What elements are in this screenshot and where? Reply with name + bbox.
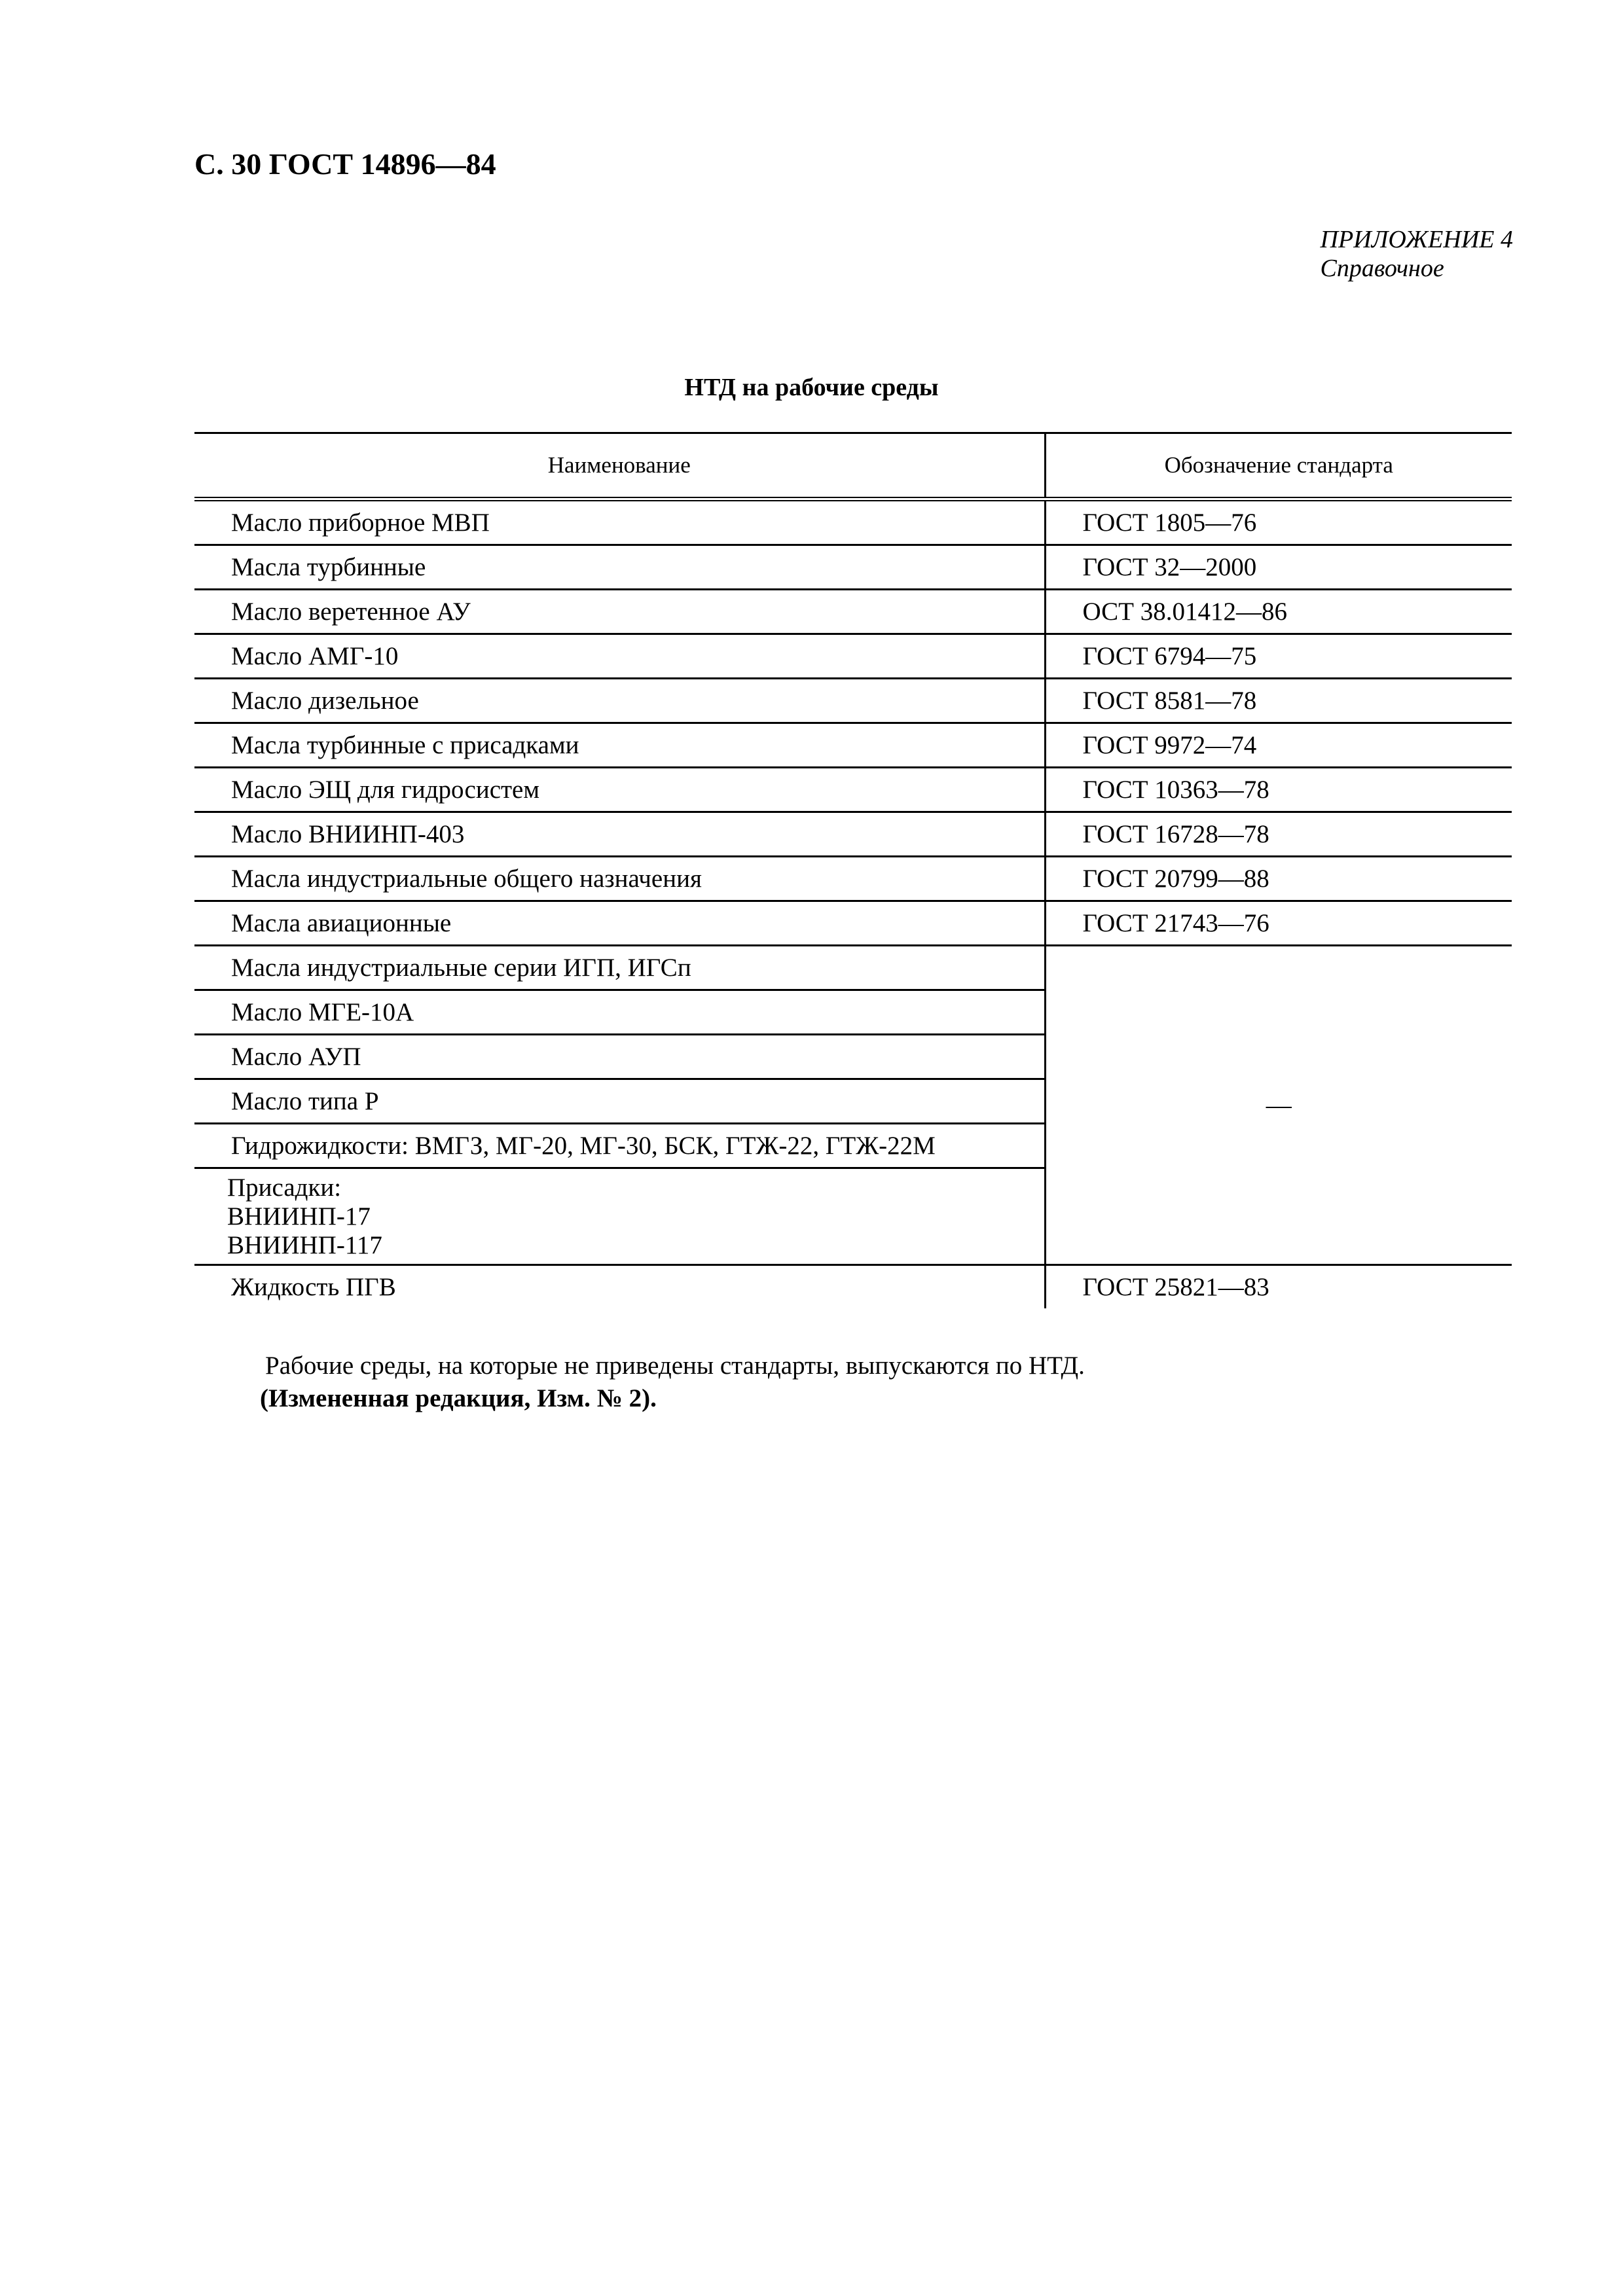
table-row <box>194 901 1512 946</box>
appendix-type: Справочное <box>1320 255 1444 282</box>
footnote-text: Рабочие среды, на которые не приведены стандарты, выпускаются по НТД. <box>265 1352 1085 1380</box>
table-row <box>194 1265 1512 1309</box>
row-standard: ГОСТ 8581—78 <box>1045 679 1512 723</box>
row-standard: ГОСТ 6794—75 <box>1045 634 1512 679</box>
row-standard: ГОСТ 25821—83 <box>1082 1273 1269 1301</box>
ntd-table <box>194 432 1512 1308</box>
table-row <box>194 723 1512 768</box>
row-name: Масло АМГ-10 <box>194 634 1045 679</box>
row-standard: ГОСТ 10363—78 <box>1045 768 1512 812</box>
table-row <box>194 545 1512 590</box>
footnote <box>260 1350 1085 1415</box>
table-row <box>194 812 1512 857</box>
additives-label: Присадки: <box>227 1173 342 1202</box>
row-standard: ГОСТ 21743—76 <box>1045 901 1512 946</box>
table-row <box>194 679 1512 723</box>
table-row <box>194 590 1512 634</box>
merged-standard-cell: — <box>1045 946 1512 1265</box>
table-header-row <box>194 433 1512 499</box>
row-standard: ГОСТ 9972—74 <box>1045 723 1512 768</box>
row-name: Жидкость ПГВ <box>194 1265 1045 1309</box>
row-name: Масло приборное МВП <box>194 499 1045 545</box>
row-name: Масла индустриальные серии ИГП, ИГСп <box>194 946 1045 990</box>
additives-cell <box>194 1168 1045 1265</box>
table-row <box>194 634 1512 679</box>
amendment-note: (Измененная редакция, Изм. № 2). <box>260 1384 657 1412</box>
row-standard: ГОСТ 20799—88 <box>1045 857 1512 901</box>
table-row <box>194 768 1512 812</box>
row-standard: ОСТ 38.01412—86 <box>1045 590 1512 634</box>
row-name: Масло МГЕ-10А <box>194 990 1045 1035</box>
table-row <box>194 857 1512 901</box>
row-name: Масла авиационные <box>194 901 1045 946</box>
page-header: С. 30 ГОСТ 14896—84 <box>194 147 496 181</box>
row-name: Гидрожидкости: ВМГЗ, МГ-20, МГ-30, БСК, ГТЖ-22, ГТЖ-22М <box>194 1124 1045 1168</box>
row-name: Масло дизельное <box>194 679 1045 723</box>
row-name: Масло АУП <box>194 1035 1045 1079</box>
appendix-number: ПРИЛОЖЕНИЕ 4 <box>1320 226 1513 253</box>
appendix-label <box>1321 225 1513 283</box>
row-name: Масла турбинные с присадками <box>194 723 1045 768</box>
row-standard: ГОСТ 32—2000 <box>1045 545 1512 590</box>
row-standard: ГОСТ 16728—78 <box>1045 812 1512 857</box>
row-name: Масла индустриальные общего назначения <box>194 857 1045 901</box>
table-row <box>194 499 1512 545</box>
additive-item: ВНИИНП-17 <box>227 1202 371 1230</box>
row-name: Масло веретенное АУ <box>194 590 1045 634</box>
column-header-standard: Обозначение стандарта <box>1045 433 1512 499</box>
row-name: Масло типа Р <box>194 1079 1045 1124</box>
table-title: НТД на рабочие среды <box>684 374 939 401</box>
additive-item: ВНИИНП-117 <box>227 1230 382 1259</box>
row-name: Масло ВНИИНП-403 <box>194 812 1045 857</box>
table-row <box>194 946 1512 990</box>
column-header-name: Наименование <box>194 433 1045 499</box>
row-name: Масло ЭЩ для гидросистем <box>194 768 1045 812</box>
row-name: Масла турбинные <box>194 545 1045 590</box>
row-standard: ГОСТ 1805—76 <box>1045 499 1512 545</box>
